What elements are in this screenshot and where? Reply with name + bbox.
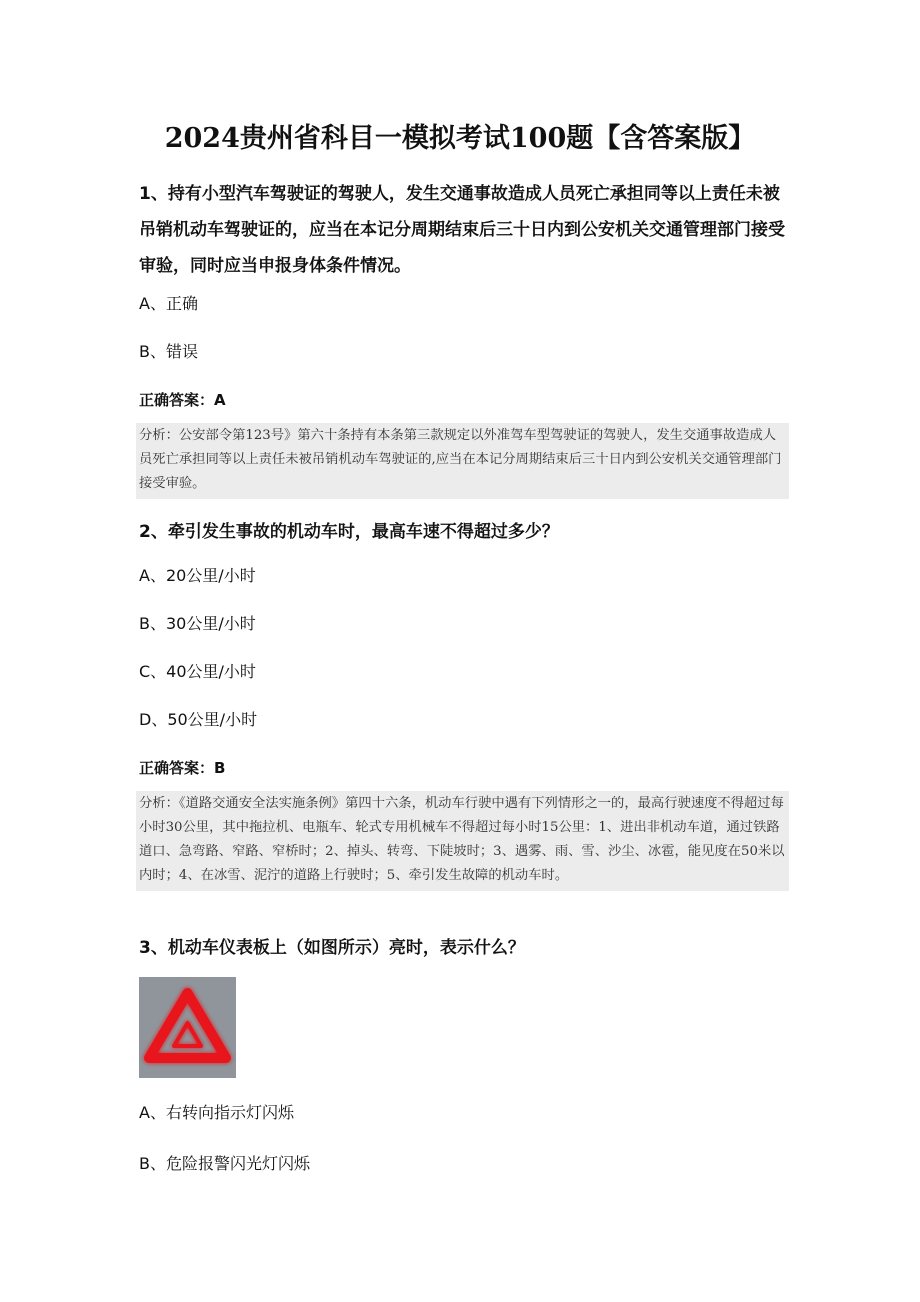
- question-1-answer: 正确答案：A: [139, 391, 226, 409]
- question-2-analysis: 分析：《道路交通安全法实施条例》第四十六条，机动车行驶中遇有下列情形之一的，最高行驶速度不得超过每小时30公里，其中拖拉机、电瓶车、轮式专用机械车不得超过每小时15公里：1、进出非机动车道，通过铁路道口、急弯路、窄路、窄桥时；2、掉头、转弯、下陡坡时；3、遇雾、雨、雪、沙尘、冰雹，能见度在50米以内时；4、在冰雪、泥泞的道路上行驶时；5、牵引发生故障的机动车时。: [136, 791, 789, 891]
- question-3-text: 3、机动车仪表板上（如图所示）亮时，表示什么？: [139, 938, 525, 958]
- question-2-text: 2、牵引发生事故的机动车时，最高车速不得超过多少？: [139, 522, 559, 542]
- question-1-analysis: 分析：公安部令第123号》第六十条持有本条第三款规定以外准驾车型驾驶证的驾驶人，发生交通事故造成人员死亡承担同等以上责任未被吊销机动车驾驶证的,应当在本记分周期结束后三十日内到公安机关交通管理部门接受审验。: [136, 423, 789, 499]
- question-3-option-a: A、右转向指示灯闪烁: [139, 1103, 294, 1122]
- question-2-option-b: B、30公里/小时: [139, 614, 256, 633]
- question-2-option-d: D、50公里/小时: [139, 710, 258, 729]
- question-2-answer: 正确答案：B: [139, 759, 226, 777]
- hazard-warning-triangle-icon: [139, 977, 236, 1078]
- question-2-option-c: C、40公里/小时: [139, 662, 256, 681]
- question-2-option-a: A、20公里/小时: [139, 566, 256, 585]
- question-1-option-b: B、错误: [139, 342, 198, 361]
- question-1-option-a: A、正确: [139, 294, 198, 313]
- question-3-option-b: B、危险报警闪光灯闪烁: [139, 1154, 310, 1173]
- question-1-text: 1、持有小型汽车驾驶证的驾驶人，发生交通事故造成人员死亡承担同等以上责任未被吊销机动车驾驶证的，应当在本记分周期结束后三十日内到公安机关交通管理部门接受审验，同时应当申报身体条件情况。: [139, 184, 785, 276]
- document-title: 2024贵州省科目一模拟考试100题【含答案版】: [164, 123, 756, 154]
